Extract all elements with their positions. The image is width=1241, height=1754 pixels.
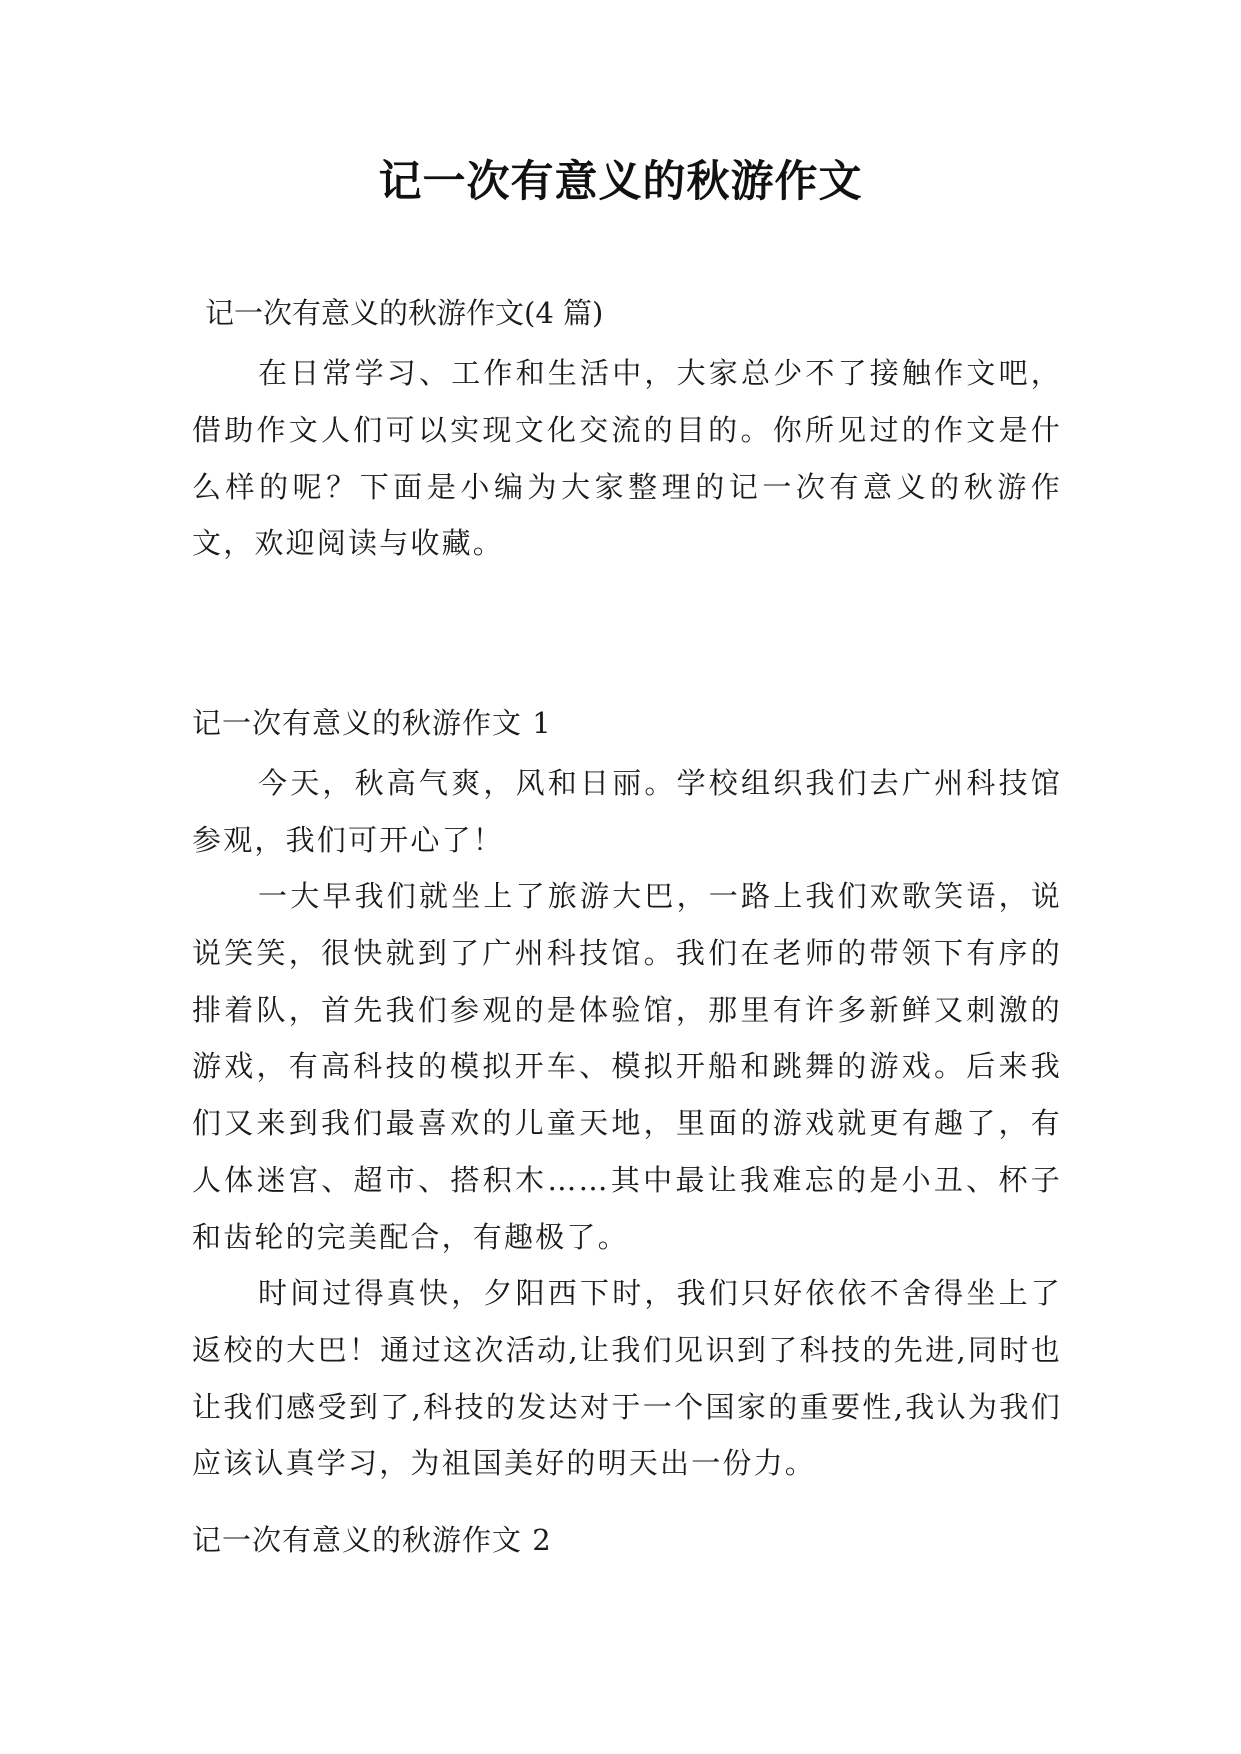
essay-1-paragraph-2: 一大早我们就坐上了旅游大巴，一路上我们欢歌笑语，说说笑笑，很快就到了广州科技馆。我们在老师的带领下有序的排着队，首先我们参观的是体验馆，那里有许多新鲜又刺激的游戏，有高科技的模拟开车、模拟开船和跳舞的游戏。后来我们又来到我们最喜欢的儿童天地，里面的游戏就更有趣了，有人体迷宫、超市、搭积木……其中最让我难忘的是小丑、杯子和齿轮的完美配合，有趣极了。 bbox=[192, 879, 1062, 1254]
essay-1-paragraph-1: 今天，秋高气爽，风和日丽。学校组织我们去广州科技馆参观，我们可开心了！ bbox=[192, 766, 1062, 857]
essay-1-heading: 记一次有意义的秋游作文 1 bbox=[192, 706, 552, 740]
intro-paragraph: 在日常学习、工作和生活中，大家总少不了接触作文吧，借助作文人们可以实现文化交流的目的。你所见过的作文是什么样的呢？下面是小编为大家整理的记一次有意义的秋游作文，欢迎阅读与收藏。 bbox=[192, 356, 1062, 561]
essay-2-heading: 记一次有意义的秋游作文 2 bbox=[192, 1523, 552, 1557]
document-title: 记一次有意义的秋游作文 bbox=[378, 157, 863, 207]
essay-1-paragraph-3: 时间过得真快，夕阳西下时，我们只好依依不舍得坐上了返校的大巴！通过这次活动,让我们见识到了科技的先进,同时也让我们感受到了,科技的发达对于一个国家的重要性,我认为我们应该认真学习，为祖国美好的明天出一份力。 bbox=[192, 1276, 1062, 1481]
document-subtitle: 记一次有意义的秋游作文(4 篇) bbox=[205, 296, 604, 330]
